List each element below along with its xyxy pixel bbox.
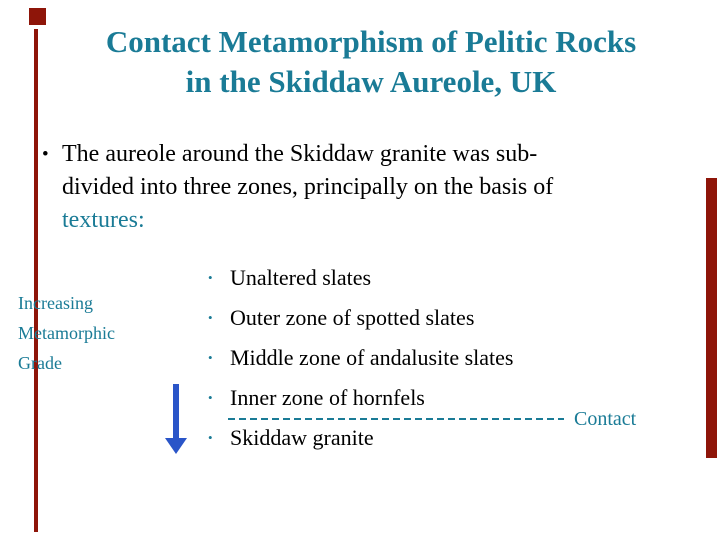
title-line-1: Contact Metamorphism of Pelitic Rocks [105, 24, 637, 59]
left-border-line [34, 29, 38, 532]
intro-line-1: The aureole around the Skiddaw granite was sub- [62, 141, 538, 167]
list-bullet-marker: • [208, 270, 213, 285]
title-line-2: in the Skiddaw Aureole, UK [185, 64, 557, 100]
zone-list [208, 258, 513, 458]
zone-list-item-label: Middle zone of andalusite slates [230, 345, 514, 370]
intro-paragraph [42, 138, 712, 237]
zone-list-item-label: Skiddaw granite [230, 425, 374, 450]
list-bullet-marker: • [208, 430, 213, 445]
intro-highlight-textures: textures: [62, 207, 145, 234]
down-arrow-head [165, 438, 187, 454]
intro-line-2: divided into three zones, principally on the basis of [62, 174, 554, 201]
zone-list-item [208, 418, 513, 458]
intro-text [62, 138, 553, 237]
list-bullet-marker: • [208, 390, 213, 405]
zone-list-item [208, 338, 513, 378]
paragraph-bullet-marker: • [42, 144, 49, 165]
zone-list-item [208, 258, 513, 298]
increasing-grade-label: Increasing Metamorphic Grade [18, 293, 115, 373]
down-arrow-shaft [173, 384, 179, 438]
zone-list-item-label: Outer zone of spotted slates [230, 305, 475, 330]
zone-list-item-label: Unaltered slates [230, 265, 372, 290]
list-bullet-marker: • [208, 350, 213, 365]
zone-list-item [208, 378, 513, 418]
slide-title [42, 22, 700, 103]
list-bullet-marker: • [208, 310, 213, 325]
contact-dashed-line [228, 418, 564, 420]
down-arrow [165, 384, 187, 454]
zone-list-item [208, 298, 513, 338]
zone-list-item-label: Inner zone of hornfels [230, 385, 425, 410]
contact-label: Contact [574, 408, 637, 430]
